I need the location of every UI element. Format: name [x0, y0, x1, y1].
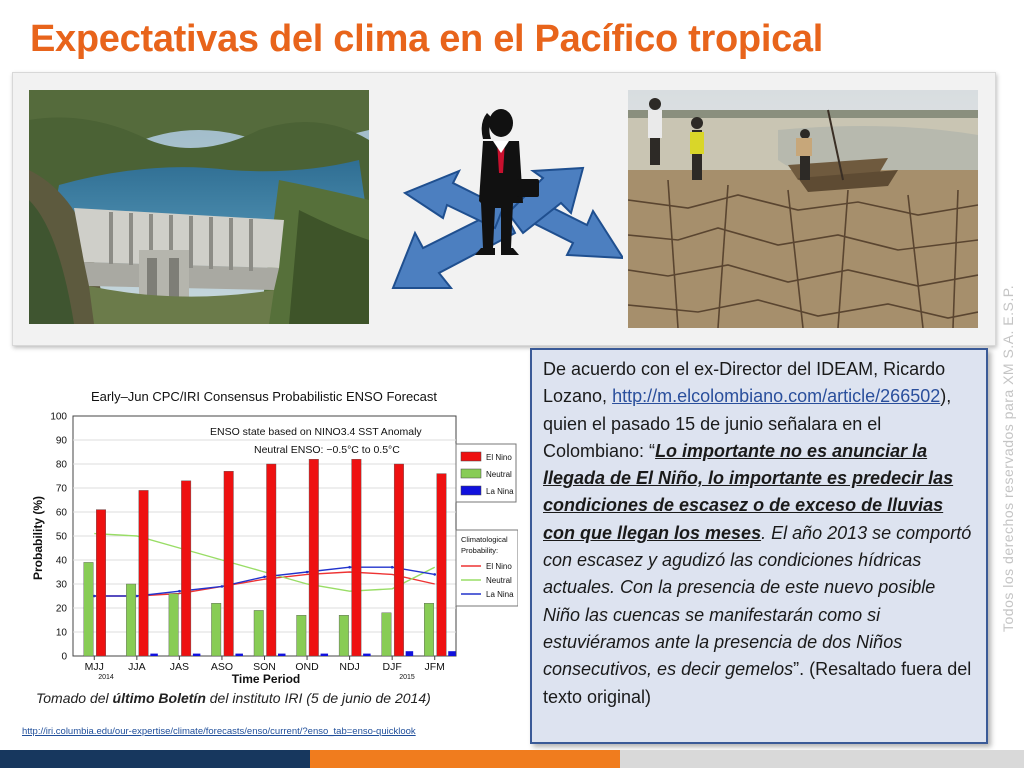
- footer-bar: [0, 750, 1024, 768]
- bar-el-nino: [96, 510, 106, 656]
- climatology-point: [306, 571, 309, 574]
- x-tick-label: MJJ: [84, 661, 104, 673]
- x-tick-label: SON: [253, 661, 276, 673]
- elcolombiano-link[interactable]: http://m.elcolombiano.com/article/266502: [612, 386, 941, 407]
- enso-forecast-chart: [18, 382, 518, 694]
- climatology-point: [391, 566, 394, 569]
- annotation-enso-state: ENSO state based on NINO3.4 SST Anomaly: [210, 426, 422, 438]
- year-end-label: 2015: [399, 674, 415, 681]
- climatology-point: [263, 576, 266, 579]
- slide-title: Expectativas del clima en el Pacífico tropical: [30, 18, 823, 60]
- bar-la-nina: [406, 651, 414, 656]
- y-tick-label: 50: [55, 531, 67, 543]
- climatology-point: [433, 573, 436, 576]
- y-tick-label: 40: [55, 555, 67, 567]
- legend-label: La Nina: [486, 487, 514, 496]
- bar-neutral: [211, 603, 221, 656]
- x-axis-label: Time Period: [231, 672, 301, 686]
- businessman-arrows-illustration: [383, 83, 623, 333]
- bar-el-nino: [309, 459, 319, 656]
- quote-intro: De acuerdo con el ex-Director del IDEAM, Ricardo Lozano,: [543, 359, 946, 407]
- clim-legend-title-2: Probability:: [461, 546, 499, 555]
- y-tick-label: 20: [55, 603, 67, 615]
- caption-bold: último Boletín: [112, 690, 206, 706]
- dam-reservoir-photo: [29, 90, 369, 324]
- bar-neutral: [297, 615, 307, 656]
- bar-el-nino: [394, 464, 404, 656]
- caption-pre: Tomado del: [36, 690, 113, 706]
- year-start-label: 2014: [98, 674, 114, 681]
- clim-legend-label: La Nina: [486, 590, 514, 599]
- x-tick-label: DJF: [382, 661, 402, 673]
- bar-neutral: [424, 603, 434, 656]
- bar-el-nino: [181, 481, 191, 656]
- y-tick-label: 60: [55, 507, 67, 519]
- quote-end: ”. (Resaltado fuera del texto original): [543, 659, 972, 707]
- legend-swatch: [461, 486, 481, 495]
- bar-neutral: [382, 613, 392, 656]
- y-tick-label: 70: [55, 483, 67, 495]
- chart-title: Early–Jun CPC/IRI Consensus Probabilistic ENSO Forecast: [90, 389, 438, 404]
- bar-la-nina: [150, 654, 158, 656]
- bar-neutral: [254, 610, 264, 656]
- footer-orange-band: [310, 750, 620, 768]
- bar-la-nina: [321, 654, 329, 656]
- clim-legend-label: El Nino: [486, 562, 512, 571]
- y-tick-label: 100: [50, 411, 67, 423]
- bar-el-nino: [267, 464, 277, 656]
- clim-legend-label: Neutral: [486, 576, 512, 585]
- bar-la-nina: [278, 654, 286, 656]
- footer-grey-band: [620, 750, 1024, 768]
- y-ticks: [50, 412, 67, 663]
- climatology-point: [221, 585, 224, 588]
- y-axis-label: Probability (%): [31, 495, 45, 581]
- iri-source-link[interactable]: http://iri.columbia.edu/our-expertise/climate/forecasts/enso/current/?enso_tab=enso-quicklook: [22, 726, 416, 737]
- legend-swatch: [461, 469, 481, 478]
- y-tick-label: 30: [55, 579, 67, 591]
- bar-la-nina: [448, 651, 456, 656]
- y-tick-label: 0: [61, 651, 67, 663]
- quote-highlight: Lo importante no es anunciar la llegada de El Niño, lo importante es predecir las condiciones de escasez o de exceso de lluvias con que llegan los meses: [543, 440, 954, 543]
- caption-post: del instituto IRI (5 de junio de 2014): [205, 690, 431, 706]
- quote-box: [530, 348, 988, 744]
- clim-legend-title-1: Climatological: [461, 535, 508, 544]
- bar-la-nina: [363, 654, 371, 656]
- footer-blue-band: [0, 750, 310, 768]
- x-tick-label: NDJ: [339, 661, 360, 673]
- bar-el-nino: [437, 474, 447, 656]
- bar-la-nina: [193, 654, 201, 656]
- bar-neutral: [84, 562, 94, 656]
- copyright-watermark: Todos los derechos reservados para XM S.A. E.S.P.: [1000, 284, 1016, 632]
- drought-photo: [628, 90, 978, 328]
- climatology-point: [348, 566, 351, 569]
- bar-neutral: [339, 615, 349, 656]
- bar-el-nino: [352, 459, 362, 656]
- y-tick-label: 80: [55, 459, 67, 471]
- photo-strip: [12, 72, 996, 346]
- bar-neutral: [126, 584, 136, 656]
- bar-el-nino: [224, 471, 234, 656]
- x-ticks: [85, 656, 445, 673]
- legend-swatch: [461, 452, 481, 461]
- x-tick-label: JFM: [424, 661, 445, 673]
- chart-caption: [36, 690, 431, 706]
- x-tick-label: JAS: [169, 661, 190, 673]
- x-tick-label: JJA: [128, 661, 146, 673]
- y-tick-label: 10: [55, 627, 67, 639]
- annotation-neutral-range: Neutral ENSO: −0.5°C to 0.5°C: [254, 444, 400, 456]
- legend: [461, 452, 514, 496]
- climatology-point: [178, 590, 181, 593]
- x-tick-label: ASO: [210, 661, 234, 673]
- legend-label: Neutral: [486, 470, 512, 479]
- x-tick-label: OND: [295, 661, 319, 673]
- legend-label: El Nino: [486, 453, 512, 462]
- y-tick-label: 90: [55, 435, 67, 447]
- quote-italic: . El año 2013 se comportó con escasez y agudizó las condiciones hídricas actuales. Con la presencia de este nuevo posible Niño las cuencas se manifestarán como si estuviéramos ante la presencia de dos Niños consecutivos, es decir gemelos: [543, 522, 972, 680]
- bar-neutral: [169, 594, 179, 656]
- bar-la-nina: [235, 654, 243, 656]
- quote-context: ), quien el pasado 15 de junio señalara en el Colombiano: “: [543, 386, 952, 461]
- bar-el-nino: [139, 490, 149, 656]
- enso-chart-svg: [18, 382, 518, 694]
